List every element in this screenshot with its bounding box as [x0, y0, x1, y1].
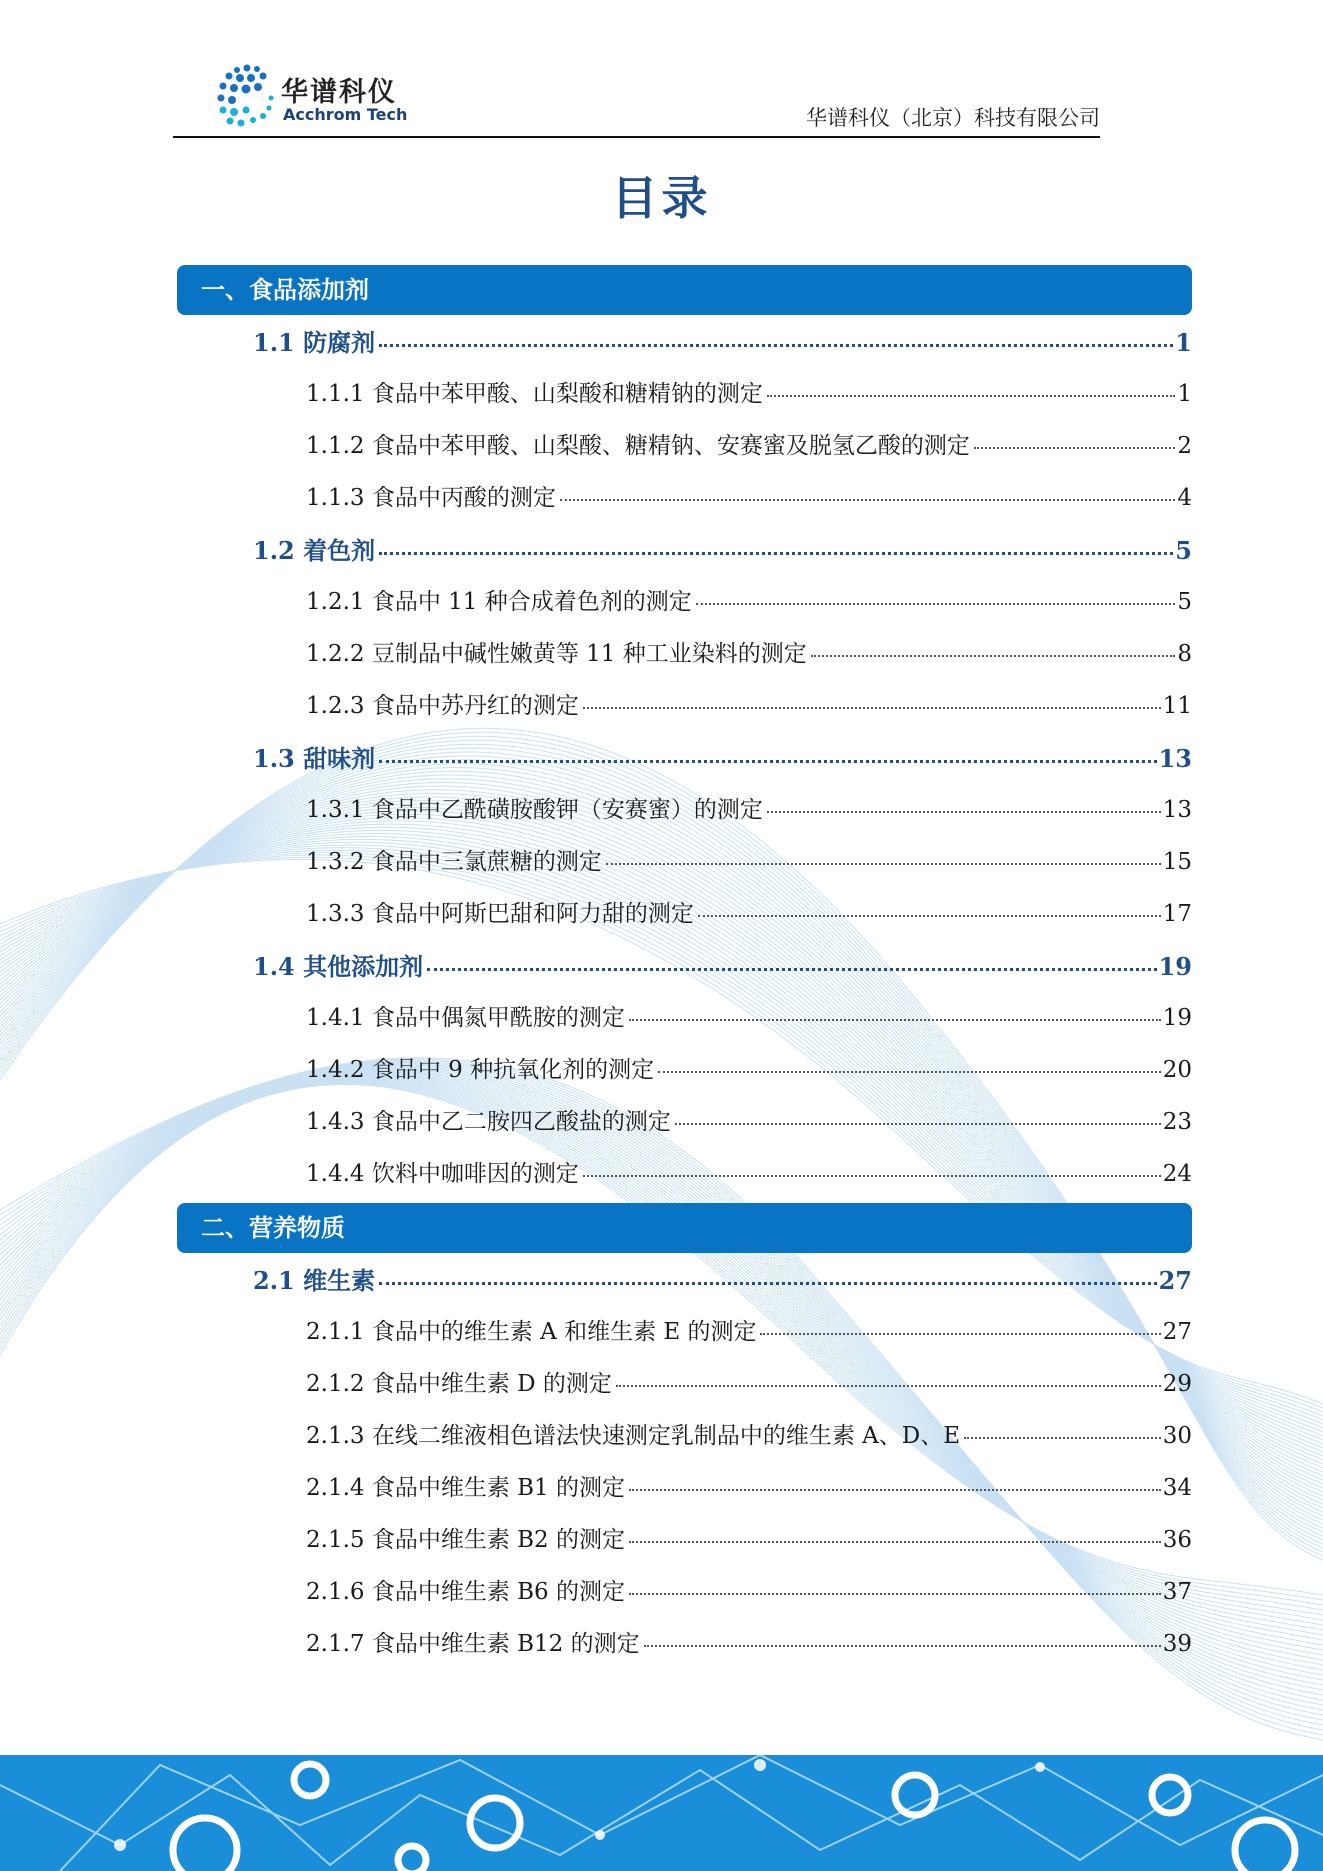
toc-page-number: 13: [1158, 744, 1192, 773]
toc-dot-leader: [974, 447, 1176, 449]
toc-entry-label: 1.3.2 食品中三氯蔗糖的测定: [306, 849, 602, 875]
company-logo: [213, 60, 433, 134]
toc-page-number: 4: [1177, 485, 1192, 511]
toc-page-number: 5: [1175, 536, 1192, 565]
toc-entry-label: 1.3 甜味剂: [253, 744, 376, 773]
page-title: 目录: [611, 171, 712, 225]
toc-dot-leader: [629, 1019, 1161, 1021]
toc-entry-label: 1.1.1 食品中苯甲酸、山梨酸和糖精钠的测定: [306, 381, 763, 407]
toc-entry-label: 2.1.5 食品中维生素 B2 的测定: [306, 1527, 625, 1553]
toc-entry-label: 2.1 维生素: [253, 1266, 376, 1295]
toc-dot-leader: [767, 395, 1176, 397]
toc-dot-leader: [379, 1282, 1156, 1285]
toc-subsection-link[interactable]: [253, 947, 1192, 981]
toc-entry-label: 1.2 着色剂: [253, 536, 376, 565]
toc-dot-leader: [644, 1645, 1161, 1647]
toc-item-link[interactable]: [306, 895, 1192, 929]
toc-dot-leader: [675, 1123, 1161, 1125]
toc-dot-leader: [606, 863, 1161, 865]
toc-page-number: 1: [1175, 328, 1192, 357]
toc-item-link[interactable]: [306, 375, 1192, 409]
toc-entry-label: 1.1.2 食品中苯甲酸、山梨酸、糖精钠、安赛蜜及脱氢乙酸的测定: [306, 433, 970, 459]
toc-subsection-link[interactable]: [253, 1261, 1192, 1295]
logo-text-en: Acchrom Tech: [283, 105, 408, 124]
toc-entry-label: 2.1.3 在线二维液相色谱法快速测定乳制品中的维生素 A、D、E: [306, 1423, 960, 1449]
toc-page-number: 5: [1177, 589, 1192, 615]
toc-item-link[interactable]: [306, 479, 1192, 513]
toc-page-number: 13: [1162, 797, 1192, 823]
company-name: 华谱科仪（北京）科技有限公司: [806, 106, 1100, 130]
toc-item-link[interactable]: [306, 1573, 1192, 1607]
toc-entry-label: 1.3.1 食品中乙酰磺胺酸钾（安赛蜜）的测定: [306, 797, 763, 823]
toc-entry-label: 2.1.4 食品中维生素 B1 的测定: [306, 1475, 625, 1501]
toc-item-link[interactable]: [306, 843, 1192, 877]
toc-entry-label: 2.1.7 食品中维生素 B12 的测定: [306, 1631, 640, 1657]
toc-entry-label: 1.4.2 食品中 9 种抗氧化剂的测定: [306, 1057, 655, 1083]
toc-page-number: 29: [1162, 1371, 1192, 1397]
toc-dot-leader: [379, 760, 1156, 763]
section-header: 二、营养物质: [177, 1203, 1192, 1253]
toc-page-number: 20: [1162, 1057, 1192, 1083]
toc-entry-label: 1.3.3 食品中阿斯巴甜和阿力甜的测定: [306, 901, 694, 927]
toc-page-number: 15: [1162, 849, 1192, 875]
toc-dot-leader: [658, 1071, 1161, 1073]
toc-item-link[interactable]: [306, 427, 1192, 461]
toc-item-link[interactable]: [306, 1625, 1192, 1659]
toc-item-link[interactable]: [306, 1103, 1192, 1137]
toc-subsection-link[interactable]: [253, 739, 1192, 773]
toc-dot-leader: [629, 1541, 1161, 1543]
toc-item-link[interactable]: [306, 1469, 1192, 1503]
toc-subsection-link[interactable]: [253, 531, 1192, 565]
toc-entry-label: 2.1.1 食品中的维生素 A 和维生素 E 的测定: [306, 1319, 757, 1345]
toc-dot-leader: [616, 1385, 1161, 1387]
toc-page-number: 11: [1162, 693, 1192, 719]
toc-entry-label: 1.1.3 食品中丙酸的测定: [306, 485, 556, 511]
toc-item-link[interactable]: [306, 999, 1192, 1033]
toc-dot-leader: [629, 1489, 1161, 1491]
toc-dot-leader: [767, 811, 1161, 813]
toc-page-number: 37: [1162, 1579, 1192, 1605]
toc-entry-label: 2.1.2 食品中维生素 D 的测定: [306, 1371, 612, 1397]
page-header: [173, 58, 1100, 138]
toc-entry-label: 1.2.1 食品中 11 种合成着色剂的测定: [306, 589, 692, 615]
toc-page-number: 27: [1158, 1266, 1192, 1295]
toc-page-number: 19: [1158, 952, 1192, 981]
toc-page-number: 23: [1162, 1109, 1192, 1135]
section-header: 一、食品添加剂: [177, 265, 1192, 315]
toc-page-number: 27: [1162, 1319, 1192, 1345]
toc-page-number: 8: [1177, 641, 1192, 667]
toc-dot-leader: [560, 499, 1176, 501]
toc-item-link[interactable]: [306, 1365, 1192, 1399]
toc-dot-leader: [964, 1437, 1161, 1439]
toc-dot-leader: [760, 1333, 1160, 1335]
toc-entry-label: 1.4.4 饮料中咖啡因的测定: [306, 1161, 579, 1187]
toc-page-number: 39: [1162, 1631, 1192, 1657]
toc-page-number: 17: [1162, 901, 1192, 927]
logo-globe-icon: [213, 60, 281, 132]
toc-item-link[interactable]: [306, 1155, 1192, 1189]
toc-item-link[interactable]: [306, 687, 1192, 721]
toc-dot-leader: [629, 1593, 1161, 1595]
toc-entry-label: 1.2.3 食品中苏丹红的测定: [306, 693, 579, 719]
footer-network-band: [0, 1755, 1323, 1871]
toc-dot-leader: [583, 707, 1161, 709]
toc-dot-leader: [698, 915, 1161, 917]
toc-entry-label: 1.1 防腐剂: [253, 328, 376, 357]
toc-page-number: 2: [1177, 433, 1192, 459]
toc-dot-leader: [583, 1175, 1161, 1177]
toc-entry-label: 1.4.1 食品中偶氮甲酰胺的测定: [306, 1005, 625, 1031]
header-divider: [173, 136, 1100, 138]
logo-text-cn: 华谱科仪: [281, 77, 397, 108]
toc-page-number: 36: [1162, 1527, 1192, 1553]
toc-entry-label: 2.1.6 食品中维生素 B6 的测定: [306, 1579, 625, 1605]
toc-item-link[interactable]: [306, 791, 1192, 825]
toc-dot-leader: [811, 655, 1176, 657]
toc-entry-label: 1.2.2 豆制品中碱性嫩黄等 11 种工业染料的测定: [306, 641, 807, 667]
toc-page-number: 30: [1162, 1423, 1192, 1449]
toc-page-number: 24: [1162, 1161, 1192, 1187]
toc-page-number: 19: [1162, 1005, 1192, 1031]
toc-item-link[interactable]: [306, 635, 1192, 669]
toc-dot-leader: [427, 968, 1156, 971]
toc-dot-leader: [696, 603, 1176, 605]
toc-item-link[interactable]: [306, 1051, 1192, 1085]
toc-subsection-link[interactable]: [253, 323, 1192, 357]
toc-page-number: 1: [1177, 381, 1192, 407]
toc-dot-leader: [379, 552, 1173, 555]
toc-entry-label: 1.4 其他添加剂: [253, 952, 424, 981]
toc-item-link[interactable]: [306, 1521, 1192, 1555]
toc-page-number: 34: [1162, 1475, 1192, 1501]
toc-entry-label: 1.4.3 食品中乙二胺四乙酸盐的测定: [306, 1109, 671, 1135]
toc-item-link[interactable]: [306, 1313, 1192, 1347]
toc-dot-leader: [379, 344, 1173, 347]
toc-item-link[interactable]: [306, 1417, 1192, 1451]
toc-item-link[interactable]: [306, 583, 1192, 617]
